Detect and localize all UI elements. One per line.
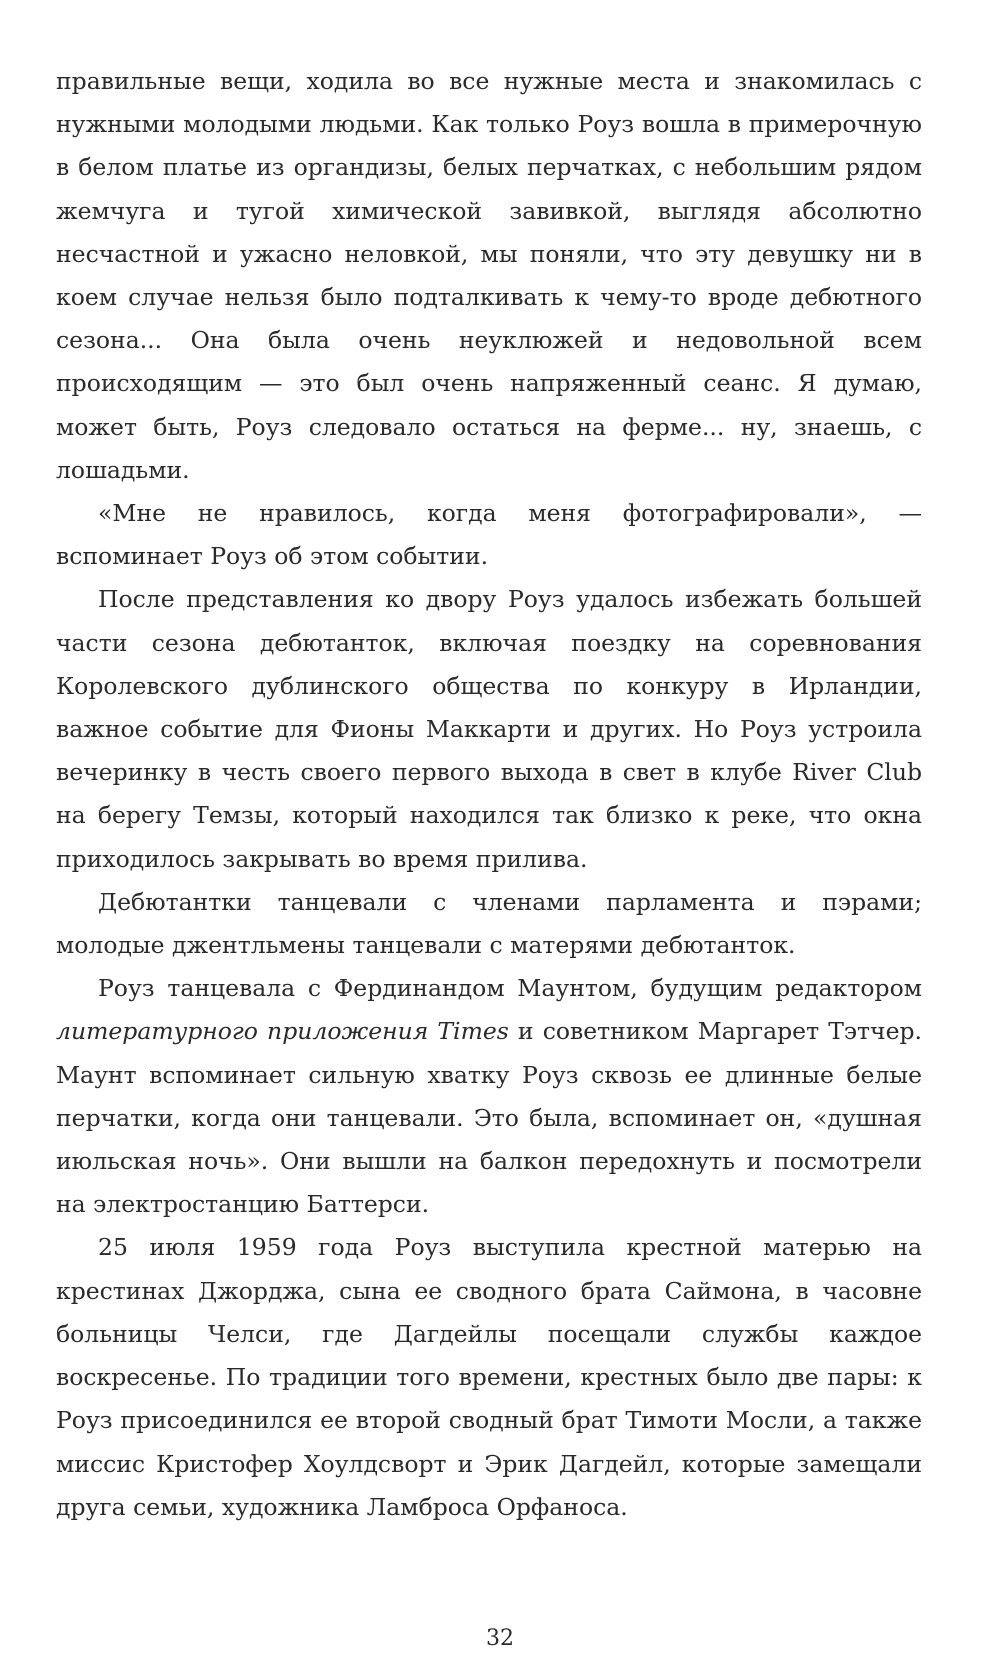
paragraph (56, 881, 922, 967)
paragraph (56, 967, 922, 1226)
paragraph-text: правильные вещи, ходила во все нужные места и знакомилась с нужными молодыми людьми. Как только Роуз вошла в примерочную в белом платье из органдизы, белых перчатках, с небольшим рядом жемчуга и тугой химической завивкой, выглядя абсолютно несчастной и ужасно неловкой, мы поняли, что эту девушку ни в коем случае нельзя было подталкивать к чему-то вроде дебютного сезона... Она была очень неуклюжей и недовольной всем происходящим — это был очень напряженный сеанс. Я думаю, может быть, Роуз следовало остаться на ферме... ну, знаешь, с лошадьми. (56, 67, 922, 484)
paragraph (56, 1226, 922, 1528)
paragraph (56, 60, 922, 492)
page-number: 32 (486, 1626, 514, 1651)
paragraph (56, 492, 922, 578)
paragraph-text: 25 июля 1959 года Роуз выступила крестной матерью на крестинах Джорджа, сына ее сводного брата Саймона, в часовне больницы Челси, где Дагдейлы посещали службы каждое воскресенье. По традиции того времени, крестных было две пары: к Роуз присоединился ее второй сводный брат Тимоти Мосли, а также миссис Кристофер Хоулдсворт и Эрик Дагдейл, которые замещали друга семьи, художника Ламброса Орфаноса. (56, 1233, 922, 1521)
italic-text: литературного приложения Times (56, 1017, 509, 1046)
paragraph-text: Роуз танцевала с Фердинандом Маунтом, будущим редактором (98, 974, 922, 1003)
page-body (56, 60, 922, 1529)
paragraph-text: После представления ко двору Роуз удалось избежать большей части сезона дебютанток, включая поездку на соревнования Королевского дублинского общества по конкуру в Ирландии, важное событие для Фионы Маккарти и других. Но Роуз устроила вечеринку в честь своего первого выхода в свет в клубе River Club на берегу Темзы, который находился так близко к реке, что окна приходилось закрывать во время прилива. (56, 585, 922, 873)
paragraph (56, 578, 922, 880)
paragraph-text: «Мне не нравилось, когда меня фотографировали», — вспоминает Роуз об этом событии. (56, 499, 922, 571)
paragraph-text: Дебютантки танцевали с членами парламента и пэрами; молодые джентльмены танцевали с матерями дебютанток. (56, 887, 922, 960)
paragraph-text: и советником Маргарет Тэтчер. Маунт вспоминает сильную хватку Роуз сквозь ее длинные белые перчатки, когда они танцевали. Это была, вспоминает он, «душная июльская ночь». Они вышли на балкон передохнуть и посмотрели на электростанцию Баттерси. (56, 1017, 922, 1219)
